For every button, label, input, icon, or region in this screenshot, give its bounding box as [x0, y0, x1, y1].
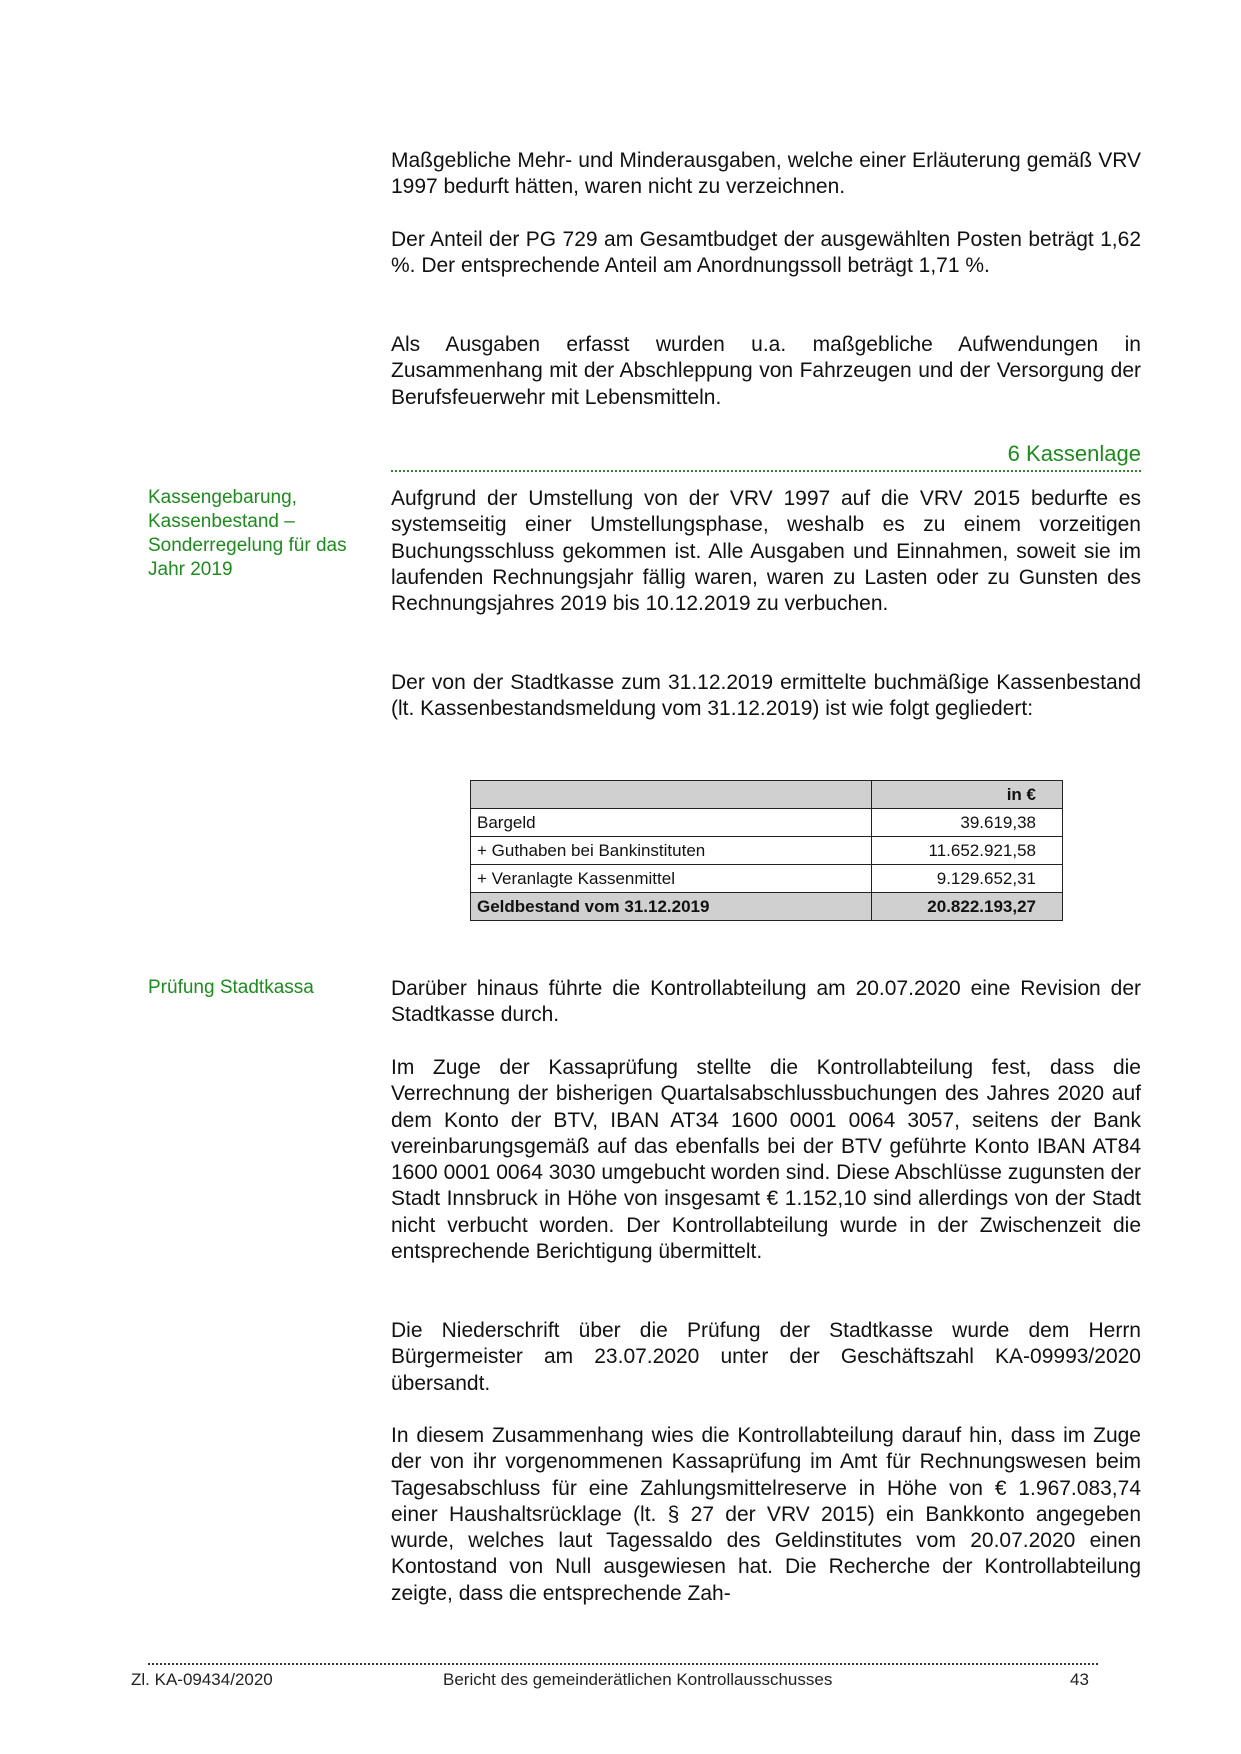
- table-cell-value: 39.619,38: [872, 809, 1063, 837]
- table-row: [471, 837, 1063, 865]
- table-total-row: [471, 893, 1063, 921]
- paragraph-cash-balance-intro: Der von der Stadtkasse zum 31.12.2019 ermittelte buchmäßige Kassenbestand (lt. Kassenbestandsmeldung vom 31.12.2019) ist wie folgt gegliedert:: [391, 671, 1141, 721]
- paragraph-expense-items: Als Ausgaben erfasst wurden u.a. maßgebliche Aufwendungen in Zusammenhang mit der Abschleppung von Fahrzeugen und der Versorgung der Berufsfeuerwehr mit Lebensmitteln.: [391, 333, 1141, 409]
- section-divider: [391, 470, 1141, 472]
- page-number: 43: [1070, 1670, 1089, 1689]
- table-total-value: 20.822.193,27: [872, 893, 1063, 921]
- table-header-row: [471, 781, 1063, 809]
- footer-divider: [148, 1663, 1098, 1665]
- paragraph-expenses-note: Maßgebliche Mehr- und Minderausgaben, welche einer Erläuterung gemäß VRV 1997 bedurft hätten, waren nicht zu verzeichnen.: [391, 149, 1141, 199]
- paragraph-zahlungsmittelreserve: In diesem Zusammenhang wies die Kontrollabteilung darauf hin, dass im Zuge der von ihr vorgenommenen Kassaprüfung im Amt für Rechnungswesen beim Tagesabschluss für eine Zahlungsmittelreserve in Höhe von € 1.967.083,74 einer Haushaltsrücklage (lt. § 27 der VRV 2015) ein Bankkonto angegeben wurde, welches laut Tagessaldo des Geldinstitutes vom 20.07.2020 einen Kontostand von Null ausgewiesen hat. Die Recherche der Kontrollabteilung zeigte, dass die entsprechende Zah-: [391, 1424, 1141, 1605]
- table-cell-label: + Guthaben bei Bankinstituten: [471, 837, 872, 865]
- table-header-currency: in €: [872, 781, 1063, 809]
- paragraph-kassapruefung: Im Zuge der Kassaprüfung stellte die Kontrollabteilung fest, dass die Verrechnung der bisherigen Quartalsabschlussbuchungen des Jahres 2020 auf dem Konto der BTV, IBAN AT34 1600 0001 0064 3057, seitens der Bank vereinbarungsgemäß auf das ebenfalls bei der BTV geführte Konto IBAN AT84 1600 0001 0064 3030 umgebucht worden sind. Diese Abschlüsse zugunsten der Stadt Innsbruck in Höhe von insgesamt € 1.152,10 sind allerdings von der Stadt nicht verbucht worden. Der Kontrollabteilung wurde in der Zwischenzeit die entsprechende Berichtigung übermittelt.: [391, 1056, 1141, 1264]
- margin-note-pruefung-stadtkassa: Prüfung Stadtkassa: [148, 977, 314, 998]
- paragraph-niederschrift: Die Niederschrift über die Prüfung der Stadtkasse wurde dem Herrn Bürgermeister am 23.07.2020 unter der Geschäftszahl KA-09993/2020 übersandt.: [391, 1319, 1141, 1395]
- paragraph-vrv-transition: Aufgrund der Umstellung von der VRV 1997 auf die VRV 2015 bedurfte es systemseitig einer Umstellungsphase, weshalb es zu einem vorzeitigen Buchungsschluss gekommen ist. Alle Ausgaben und Einnahmen, soweit sie im laufenden Rechnungsjahr fällig waren, waren zu Lasten oder zu Gunsten des Rechnungsjahres 2019 bis 10.12.2019 zu verbuchen.: [391, 487, 1141, 616]
- footer-reference: Zl. KA-09434/2020: [131, 1670, 273, 1689]
- table-row: [471, 809, 1063, 837]
- table-total-label: Geldbestand vom 31.12.2019: [471, 893, 872, 921]
- table-row: [471, 865, 1063, 893]
- paragraph-revision: Darüber hinaus führte die Kontrollabteilung am 20.07.2020 eine Revision der Stadtkasse durch.: [391, 977, 1141, 1027]
- footer-title: Bericht des gemeinderätlichen Kontrollausschusses: [443, 1670, 833, 1689]
- cash-balance-table: [470, 780, 1063, 921]
- table-cell-value: 9.129.652,31: [872, 865, 1063, 893]
- table-cell-value: 11.652.921,58: [872, 837, 1063, 865]
- table-cell-label: Bargeld: [471, 809, 872, 837]
- table-cell-label: + Veranlagte Kassenmittel: [471, 865, 872, 893]
- section-heading: 6 Kassenlage: [1007, 441, 1141, 466]
- margin-note-kassengebarung: Kassengebarung, Kassenbestand – Sonderregelung für das Jahr 2019: [148, 487, 347, 580]
- paragraph-pg729-share: Der Anteil der PG 729 am Gesamtbudget der ausgewählten Posten beträgt 1,62 %. Der entsprechende Anteil am Anordnungssoll beträgt 1,71 %.: [391, 228, 1141, 278]
- table-header-empty: [471, 781, 872, 809]
